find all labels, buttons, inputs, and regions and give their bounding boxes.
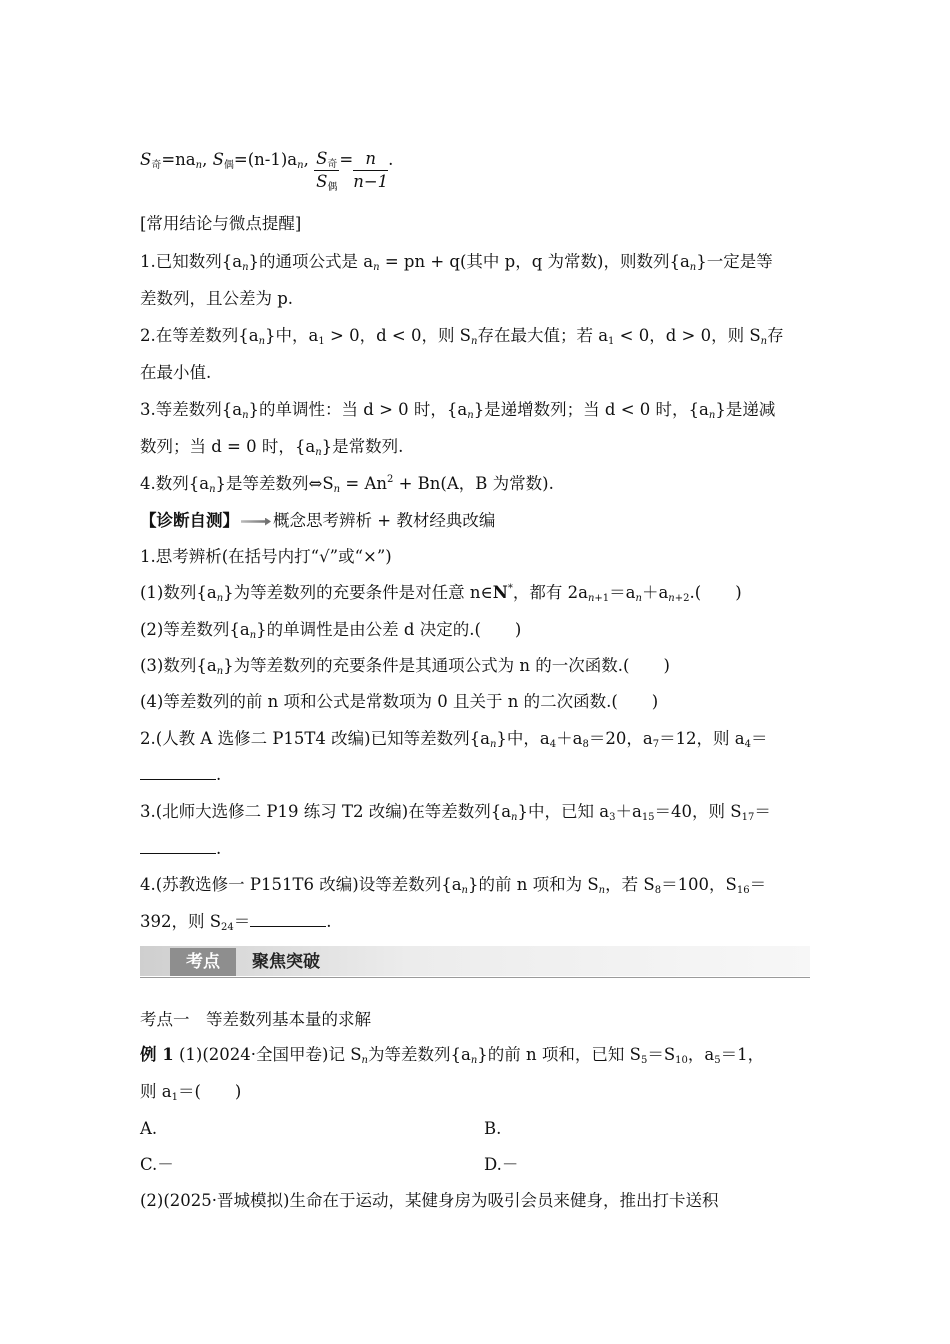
example-1-part-2: (2)(2025·晋城模拟)生命在于运动，某健身房为吸引会员来健身，推出打卡送积 — [140, 1191, 719, 1210]
question-2: 2.(人教 A 选修二 P15T4 改编)已知等差数列$\{a_n\}$中，$a_4+a_8=20$，$a_7=12$，则 $a_4=$ — [140, 729, 768, 750]
section-banner — [140, 946, 810, 978]
example-1-part-1: 例 1 (1)(2024·全国甲卷)记 $S_n$为等差数列$\{a_n\}$的前 n 项和，已知 $S_5=S_{10}$，$a_5=1$， — [140, 1045, 765, 1066]
conclusion-2-cont: 在最小值. — [140, 363, 212, 382]
question-3: 3.(北师大选修二 P19 练习 T2 改编)在等差数列$\{a_n\}$中，已知 $a_3+a_{15}=40$，则 $S_{17}=$ — [140, 802, 771, 823]
ratio-result-fraction: $\frac{n}{n-1}$ — [353, 149, 389, 191]
ratio-fraction: $\frac{S_奇}{S_偶}$ — [316, 149, 338, 193]
option-a[interactable]: A. — [140, 1119, 158, 1138]
fill-blank[interactable] — [250, 911, 326, 927]
conclusion-3: 3.等差数列$\{a_n\}$的单调性：当 d > 0 时，$\{a_n\}$是递增数列；当 d < 0 时，$\{a_n\}$是递减 — [140, 400, 776, 421]
option-c[interactable]: C.－ — [140, 1155, 174, 1174]
conclusions-heading: [常用结论与微点提醒] — [140, 214, 302, 233]
conclusion-2: 2.在等差数列$\{a_n\}$中，$a_1 > 0$，d < 0，则 $S_n$存在最大值；若 $a_1 < 0$，d > 0，则 $S_n$存 — [140, 326, 784, 347]
diagnosis-header: 【诊断自测】 概念思考辨析 + 教材经典改编 — [140, 511, 496, 530]
conclusion-4: 4.数列$\{a_n\}$是等差数列$\Leftrightarrow S_n = An^2 + Bn(A$，B 为常数). — [140, 474, 554, 495]
conclusion-3-cont: 数列；当 d = 0 时，$\{a_n\}$是常数列. — [140, 437, 404, 458]
option-b[interactable]: B. — [484, 1119, 502, 1138]
banner-bar — [140, 946, 810, 976]
option-d[interactable]: D.－ — [484, 1155, 519, 1174]
question-4: 4.(苏教选修一 P151T6 改编)设等差数列$\{a_n\}$的前 n 项和为 $S_n$，若 $S_8=100$，$S_{16}=$ — [140, 875, 767, 896]
question-1: 1.思考辨析(在括号内打“√”或“×”) — [140, 547, 392, 566]
formula-odd-even-sums: $S_奇=na_n$, $S_偶=(n-1)a_n$, $\frac{S_奇}{S_偶}$ = $\frac{n}{n-1}$ . — [140, 149, 394, 193]
conclusion-1: 1.已知数列$\{a_n\}$的通项公式是 $a_n$ = pn + q(其中 p，q 为常数)，则数列$\{a_n\}$一定是等 — [140, 252, 773, 273]
judgment-1: (1)数列$\{a_n\}$为等差数列的充要条件是对任意 n∈N*，都有 $2a_{n+1}=a_n+a_{n+2}$.( ) — [140, 583, 742, 604]
fill-blank[interactable] — [140, 764, 216, 780]
judgment-2: (2)等差数列$\{a_n\}$的单调性是由公差 d 决定的.( ) — [140, 620, 522, 641]
example-1-question: 则 $a_1=$( ) — [140, 1082, 242, 1103]
judgment-4: (4)等差数列的前 n 项和公式是常数项为 0 且关于 n 的二次函数.( ) — [140, 692, 659, 711]
banner-rule — [140, 977, 810, 978]
question-4-cont: 392，则 $S_{24}=$ . — [140, 912, 332, 933]
section-title: 考点一 等差数列基本量的求解 — [140, 1010, 371, 1029]
fill-blank[interactable] — [140, 838, 216, 854]
question-2-answer: . — [140, 763, 221, 787]
question-3-answer: . — [140, 837, 221, 861]
banner-tag: 考点 — [170, 948, 236, 976]
judgment-3: (3)数列$\{a_n\}$为等差数列的充要条件是其通项公式为 n 的一次函数.( ) — [140, 656, 670, 677]
banner-title: 聚焦突破 — [252, 952, 320, 972]
conclusion-1-cont: 差数列，且公差为 p. — [140, 289, 294, 308]
arrow-icon — [241, 518, 271, 526]
